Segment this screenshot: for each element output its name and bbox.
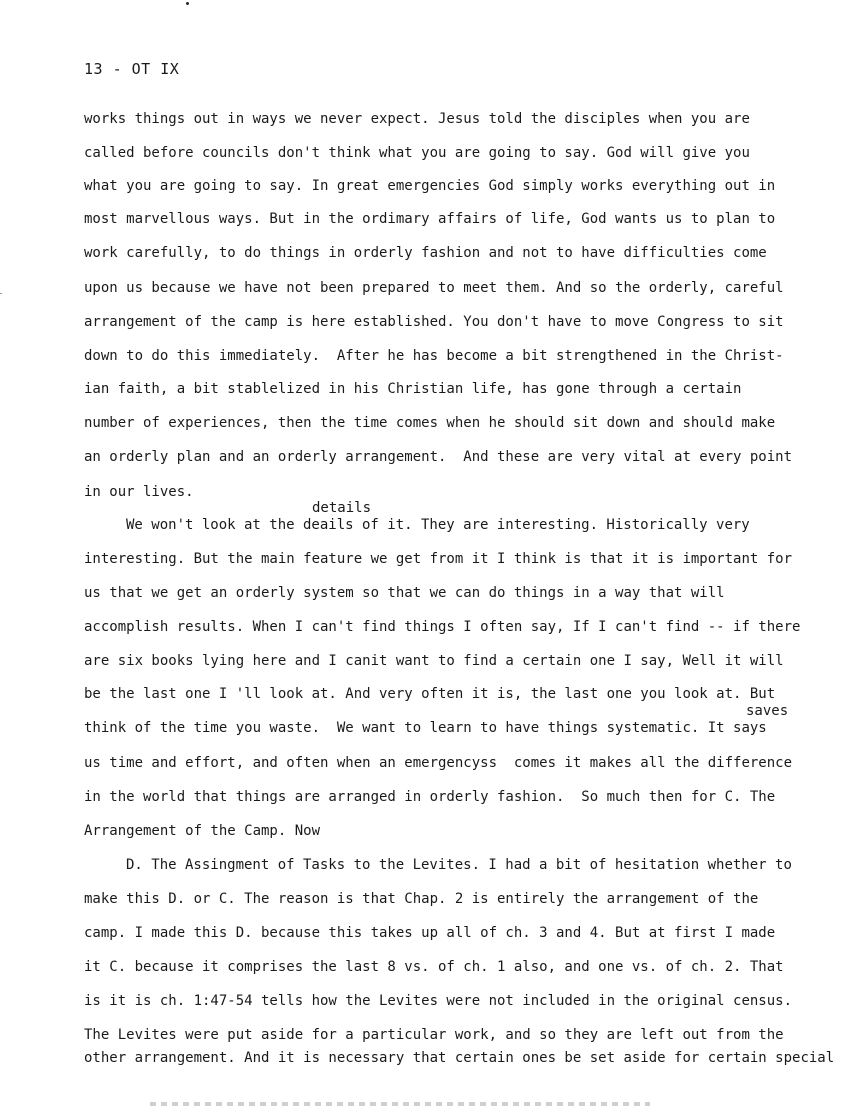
interlinear-correction: saves [746, 703, 789, 719]
text-line: camp. I made this D. because this takes up all of ch. 3 and 4. But at first I made [84, 925, 776, 941]
text-line: down to do this immediately. After he has become a bit strengthened in the Christ- [84, 348, 784, 364]
text-line: what you are going to say. In great emergencies God simply works everything out in [84, 178, 776, 194]
bottom-smudge [150, 1102, 650, 1106]
interlinear-correction: details [312, 500, 372, 516]
text-line: make this D. or C. The reason is that Chap. 2 is entirely the arrangement of the [84, 891, 759, 907]
text-line: number of experiences, then the time comes when he should sit down and should make [84, 415, 776, 431]
text-line: D. The Assingment of Tasks to the Levites. I had a bit of hesitation whether to [126, 857, 792, 873]
text-line: The Levites were put aside for a particular work, and so they are left out from the [84, 1027, 784, 1043]
text-line: other arrangement. And it is necessary that certain ones be set aside for certain special [84, 1050, 835, 1066]
text-line: accomplish results. When I can't find things I often say, If I can't find -- if there [84, 619, 801, 635]
text-line: in the world that things are arranged in orderly fashion. So much then for C. The [84, 789, 776, 805]
text-line: most marvellous ways. But in the ordimary affairs of life, God wants us to plan to [84, 211, 776, 227]
text-line: interesting. But the main feature we get from it I think is that it is important for [84, 551, 793, 567]
text-line: think of the time you waste. We want to learn to have things systematic. It says [84, 720, 767, 736]
text-line: us that we get an orderly system so that we can do things in a way that will [84, 585, 725, 601]
text-line: We won't look at the deails of it. They are interesting. Historically very [126, 517, 750, 533]
text-line: Arrangement of the Camp. Now [84, 823, 321, 839]
text-line: arrangement of the camp is here established. You don't have to move Congress to sit [84, 314, 784, 330]
text-line: an orderly plan and an orderly arrangement. And these are very vital at every point [84, 449, 793, 465]
text-line: it C. because it comprises the last 8 vs. of ch. 1 also, and one vs. of ch. 2. That [84, 959, 784, 975]
text-line: upon us because we have not been prepared to meet them. And so the orderly, careful [84, 280, 784, 296]
text-line: works things out in ways we never expect. Jesus told the disciples when you are [84, 111, 750, 127]
text-line: work carefully, to do things in orderly fashion and not to have difficulties come [84, 245, 767, 261]
text-line: be the last one I 'll look at. And very often it is, the last one you look at. But [84, 686, 776, 702]
text-line: ian faith, a bit stablelized in his Christian life, has gone through a certain [84, 381, 742, 397]
text-line: called before councils don't think what you are going to say. God will give you [84, 145, 750, 161]
page-reference: 13 - OT IX [84, 60, 180, 78]
text-line: is it is ch. 1:47-54 tells how the Levites were not included in the original census. [84, 993, 793, 1009]
text-line: are six books lying here and I canit want to find a certain one I say, Well it will [84, 653, 784, 669]
text-line: in our lives. [84, 484, 194, 500]
text-line: us time and effort, and often when an emergencyss comes it makes all the difference [84, 755, 793, 771]
